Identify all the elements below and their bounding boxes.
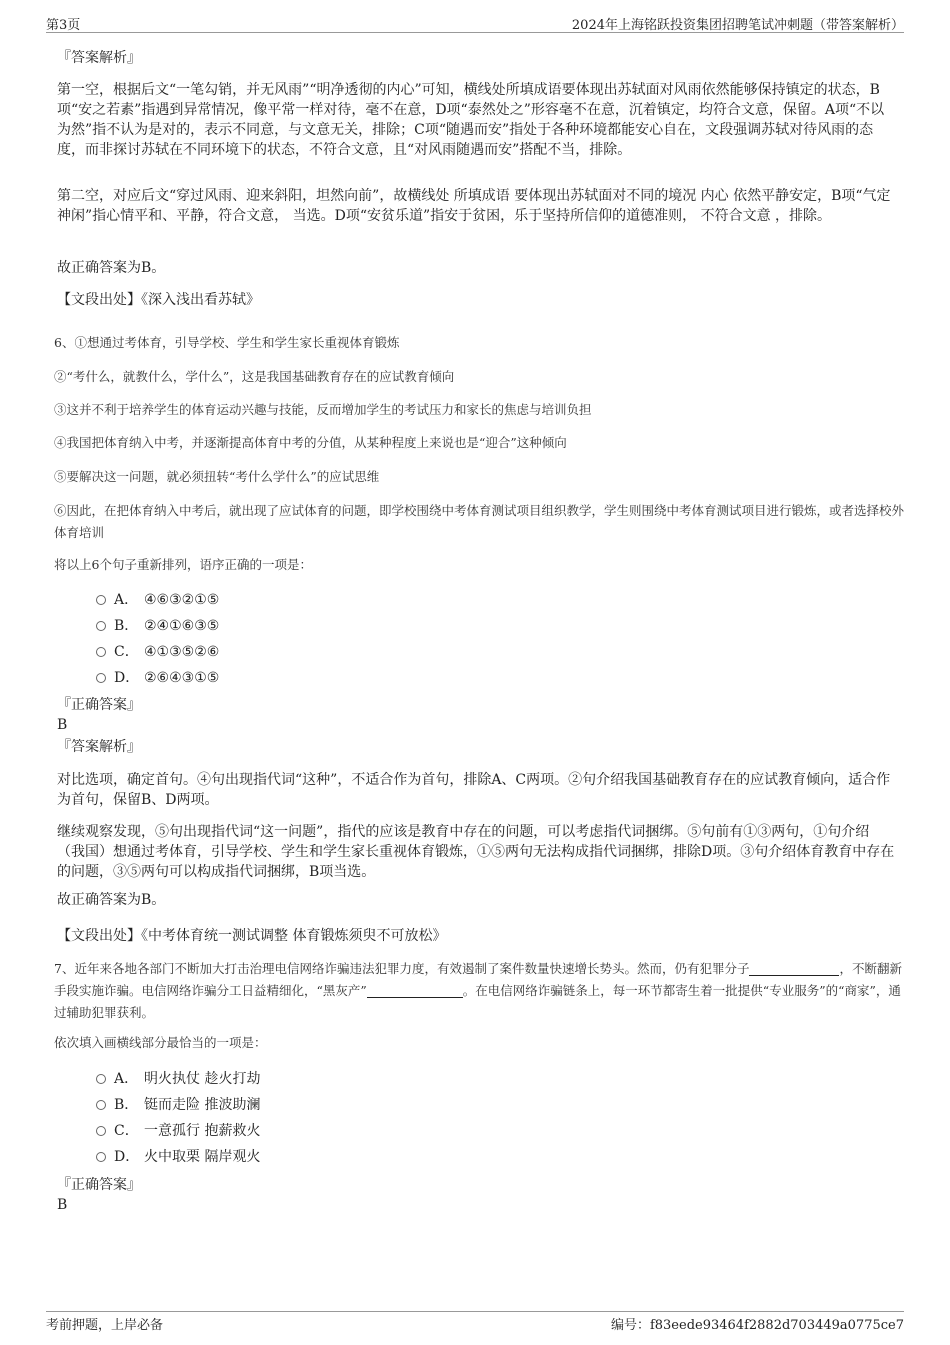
option-letter: C． [114,644,139,660]
q6-sentence-1: 6、①想通过考体育，引导学校、学生和学生家长重视体育锻炼 [54,335,400,350]
radio-icon[interactable] [96,1126,106,1136]
option-text: 火中取栗 隔岸观火 [144,1149,261,1165]
fill-blank-2 [367,983,463,998]
page-header [0,0,950,34]
option-letter: D． [114,670,140,686]
footer-divider [46,1311,904,1312]
q6-source: 【文段出处】《中考体育统一测试调整 体育锻炼须臾不可放松》 [57,928,447,944]
q7-stem [54,958,909,1024]
option-text: 一意孤行 抱薪救火 [144,1123,261,1139]
q6-answer-label: 『正确答案』 [57,697,141,713]
q7-prompt: 依次填入画横线部分最恰当的一项是： [54,1035,267,1050]
q6-option-b[interactable] [96,616,219,636]
q5-analysis-label: 『答案解析』 [57,50,141,66]
q5-analysis-para1: 第一空，根据后文“一笔勾销，并无风雨”“明净透彻的内心”可知，横线处所填成语要体现出苏轼面对风雨依然能够保持镇定的状态，B项“安之若素”指遇到异常情况，像平常一样对待，毫不在意，D项“泰然处之”形容毫不在意，沉着镇定，均符合文意，保留。A项“不以为然”指不认为是对的，表示不同意，与文意无关，排除；C项“随遇而安”指处于各种环境都能安心自在，文段强调苏轼对待风雨的态度，而非探讨苏轼在不同环境下的状态，不符合文意，且“对风雨随遇而安”搭配不当，排除。 [57,82,885,158]
q6-answer: B [57,717,68,733]
q6-sentence-5: ⑤要解决这一问题，就必须扭转“考什么学什么”的应试思维 [54,469,380,484]
q6-sentence-2: ②“考什么，就教什么，学什么”，这是我国基础教育存在的应试教育倾向 [54,369,455,384]
q6-analysis-label: 『答案解析』 [57,739,141,755]
fill-blank-1 [749,961,839,976]
q6-conclusion: 故正确答案为B。 [57,892,166,908]
q7-option-c[interactable] [96,1121,260,1141]
radio-icon[interactable] [96,621,106,631]
option-letter: B． [114,618,139,634]
option-text: ④①③⑤②⑥ [144,644,220,660]
q7-option-a[interactable] [96,1069,260,1089]
option-text: 明火执仗 趁火打劫 [144,1071,261,1087]
radio-icon[interactable] [96,1100,106,1110]
q5-source: 【文段出处】《深入浅出看苏轼》 [57,292,260,308]
q7-answer: B [57,1197,68,1213]
q5-analysis-para2: 第二空，对应后文“穿过风雨、迎来斜阳，坦然向前”，故横线处 所填成语 要体现出苏轼面对不同的境况 内心 依然平静安定，B项“气定神闲”指心情平和、平静，符合文意， 当选。D项“安贫乐道”指安于贫困，乐于坚持所信仰的道德准则， 不符合文意 ，排除。 [57,188,891,224]
footer-slogan: 考前押题，上岸必备 [46,1318,164,1333]
page-number: 第3页 [46,18,81,33]
radio-icon[interactable] [96,673,106,683]
q7-option-b[interactable] [96,1095,260,1115]
q7-stem-part1: 7、近年来各地各部门不断加大打击治理电信网络诈骗违法犯罪力度，有效遏制了案件数量快速增长势头。然而，仍有犯罪分子 [54,961,750,976]
q6-option-d[interactable] [96,668,219,688]
q7-stem-part3: 。在电信网络诈骗链条上，每一环节都寄生着一批提供“专业服务”的“商家”，通过辅助犯罪获利。 [54,983,901,1020]
radio-icon[interactable] [96,1074,106,1084]
radio-icon[interactable] [96,1152,106,1162]
document-title: 2024年上海铭跃投资集团招聘笔试冲刺题（带答案解析） [571,18,904,33]
q6-option-a[interactable] [96,590,219,610]
q7-stem-part2: ，不断翻新手段实施诈骗。电信网络诈骗分工日益精细化，“黑灰产” [54,961,902,998]
q6-option-c[interactable] [96,642,219,662]
q7-option-d[interactable] [96,1147,260,1167]
option-text: ④⑥③②①⑤ [144,592,220,608]
q6-analysis-para1: 对比选项，确定首句。④句出现指代词“这种”，不适合作为首句，排除A、C两项。②句介绍我国基础教育存在的应试教育倾向，适合作为首句，保留B、D两项。 [57,772,891,808]
option-letter: D． [114,1149,140,1165]
q6-analysis-para2: 继续观察发现，⑤句出现指代词“这一问题”，指代的应该是教育中存在的问题，可以考虑指代词捆绑。⑤句前有①③两句，①句介绍（我国）想通过考体育，引导学校、学生和学生家长重视体育锻炼，①⑤两句无法构成指代词捆绑，排除D项。③句介绍体育教育中存在的问题，③⑤两句可以构成指代词捆绑，B项当选。 [57,824,895,880]
option-text: ②⑥④③①⑤ [144,670,220,686]
q7-answer-label: 『正确答案』 [57,1177,141,1193]
option-text: ②④①⑥③⑤ [144,618,220,634]
option-letter: B． [114,1097,139,1113]
radio-icon[interactable] [96,595,106,605]
q5-conclusion: 故正确答案为B。 [57,260,166,276]
option-text: 铤而走险 推波助澜 [144,1097,261,1113]
option-letter: A． [114,592,139,608]
option-letter: C． [114,1123,139,1139]
radio-icon[interactable] [96,647,106,657]
option-letter: A． [114,1071,139,1087]
q6-sentence-4: ④我国把体育纳入中考，并逐渐提高体育中考的分值，从某种程度上来说也是“迎合”这种倾向 [54,435,567,450]
document-id: 编号：f83eede93464f2882d703449a0775ce7 [610,1318,904,1333]
q6-sentence-3: ③这并不利于培养学生的体育运动兴趣与技能，反而增加学生的考试压力和家长的焦虑与培训负担 [54,402,592,417]
q6-prompt: 将以上6个句子重新排列，语序正确的一项是： [54,557,312,572]
header-divider [46,32,904,33]
q6-sentence-6: ⑥因此，在把体育纳入中考后，就出现了应试体育的问题，即学校围绕中考体育测试项目组织教学，学生则围绕中考体育测试项目进行锻炼，或者选择校外体育培训 [54,503,905,540]
